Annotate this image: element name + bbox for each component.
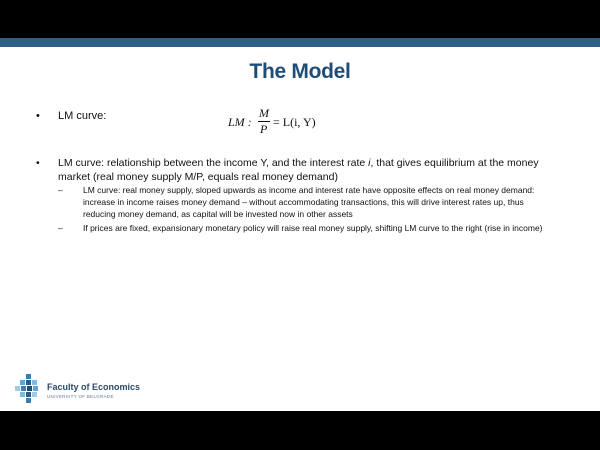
faculty-logo (15, 374, 175, 414)
bullet-text-part: , that gives equilibrium at the money market (real money supply M/P, equals real money demand) (58, 157, 539, 183)
bullet-marker: • (36, 157, 40, 169)
bullet-marker: • (36, 110, 40, 122)
logo-name: Faculty of Economics (47, 382, 141, 392)
accent-bar (0, 38, 600, 47)
formula-lhs: LM : (228, 115, 252, 129)
logo-dots-icon (15, 374, 45, 404)
formula-rhs: = L(i, Y) (273, 115, 316, 129)
slide-title: The Model (249, 60, 351, 83)
sub-bullet-text: If prices are fixed, expansionary monetary policy will raise real money supply, shifting LM curve to the right (rise in income) (83, 223, 543, 233)
bullet-text-italic: i (368, 157, 371, 169)
formula-numerator: M (259, 106, 269, 120)
sub-bullet-text: LM curve: real money supply, sloped upwards as income and interest rate have opposite effects on real money demand: increase in income raises money demand – without accommodating transactions, this will drive interest rates up, thus reducing money demand, as capital will be invested now in other assets (83, 185, 535, 219)
lm-formula (228, 106, 338, 138)
logo-subtitle: UNIVERSITY OF BELGRADE (47, 394, 114, 399)
sub-bullet-marker: – (58, 185, 63, 195)
slide-frame (0, 38, 600, 411)
bullet-text-part: LM curve: relationship between the income Y, and the interest rate (58, 157, 369, 169)
bullet-text: LM curve: (58, 110, 107, 122)
sub-bullet-marker: – (58, 223, 63, 233)
formula-denominator: P (260, 122, 268, 136)
bullet-text (58, 156, 568, 184)
